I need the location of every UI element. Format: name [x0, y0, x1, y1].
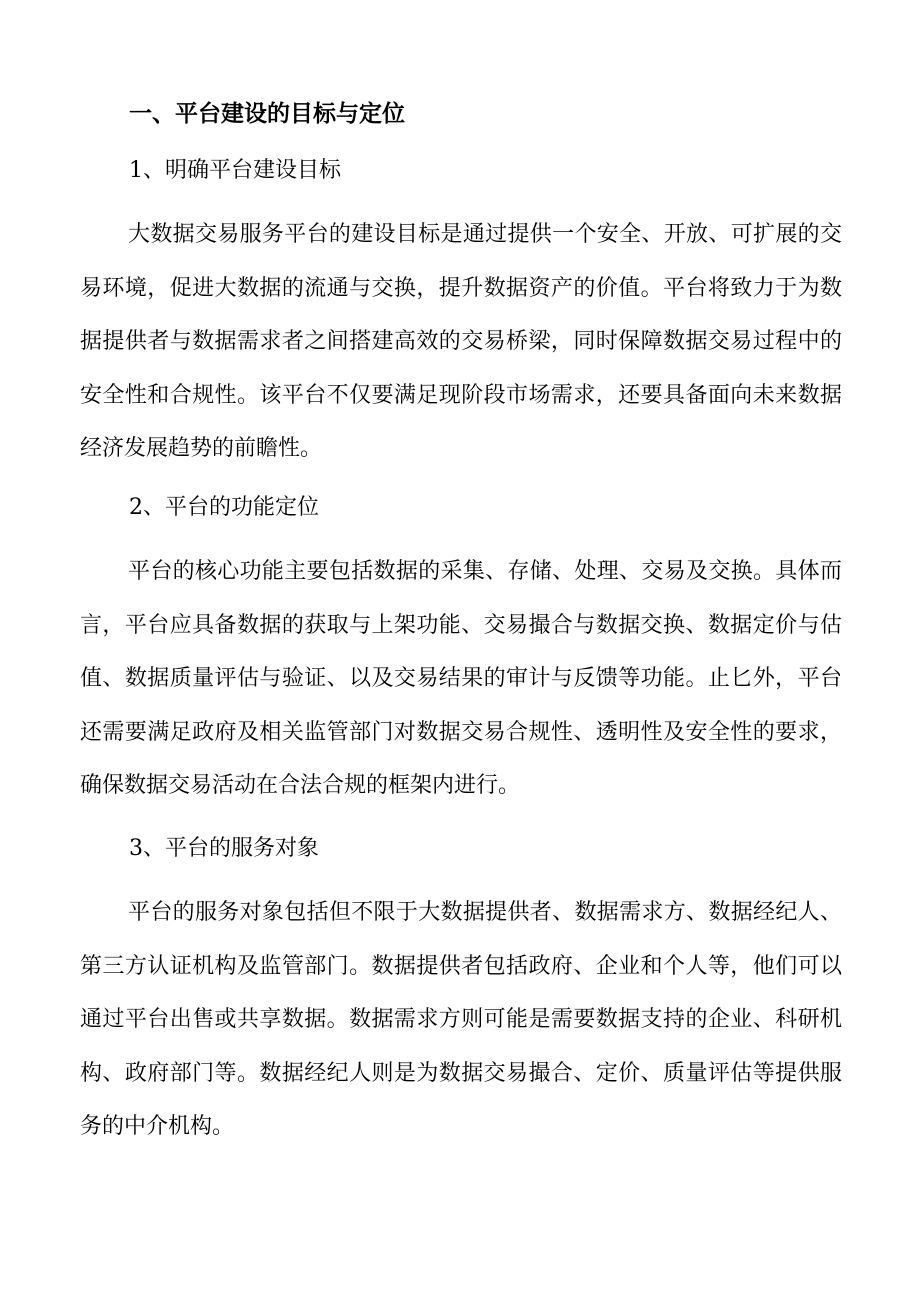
subsection-title-goals: 1、明确平台建设目标: [129, 158, 341, 183]
subsection-title-functions: 2、平台的功能定位: [129, 495, 319, 520]
paragraph-functions: 平台的核心功能主要包括数据的采集、存储、处理、交易及交换。具体而言，平台应具备数据的获取与上架功能、交易撮合与数据交换、数据定价与估值、数据质量评估与验证、以及交易结果的审计与反馈等功能。止匕外，平台还需要满足政府及相关监管部门对数据交易合规性、透明性及安全性的要求，确保数据交易活动在合法合规的框架内进行。: [80, 559, 842, 798]
paragraph-audience: 平台的服务对象包括但不限于大数据提供者、数据需求方、数据经纪人、第三方认证机构及监管部门。数据提供者包括政府、企业和个人等，他们可以通过平台出售或共享数据。数据需求方则可能是需要数据支持的企业、科研机构、政府部门等。数据经纪人则是为数据交易撮合、定价、质量评估等提供服务的中介机构。: [80, 900, 842, 1139]
paragraph-goals: 大数据交易服务平台的建设目标是通过提供一个安全、开放、可扩展的交易环境，促进大数据的流通与交换，提升数据资产的价值。平台将致力于为数据提供者与数据需求者之间搭建高效的交易桥梁，同时保障数据交易过程中的安全性和合规性。该平台不仅要满足现阶段市场需求，还要具备面向未来数据经济发展趋势的前瞻性。: [80, 222, 842, 461]
subsection-title-audience: 3、平台的服务对象: [129, 836, 319, 861]
section-heading: 一、平台建设的目标与定位: [129, 100, 405, 127]
